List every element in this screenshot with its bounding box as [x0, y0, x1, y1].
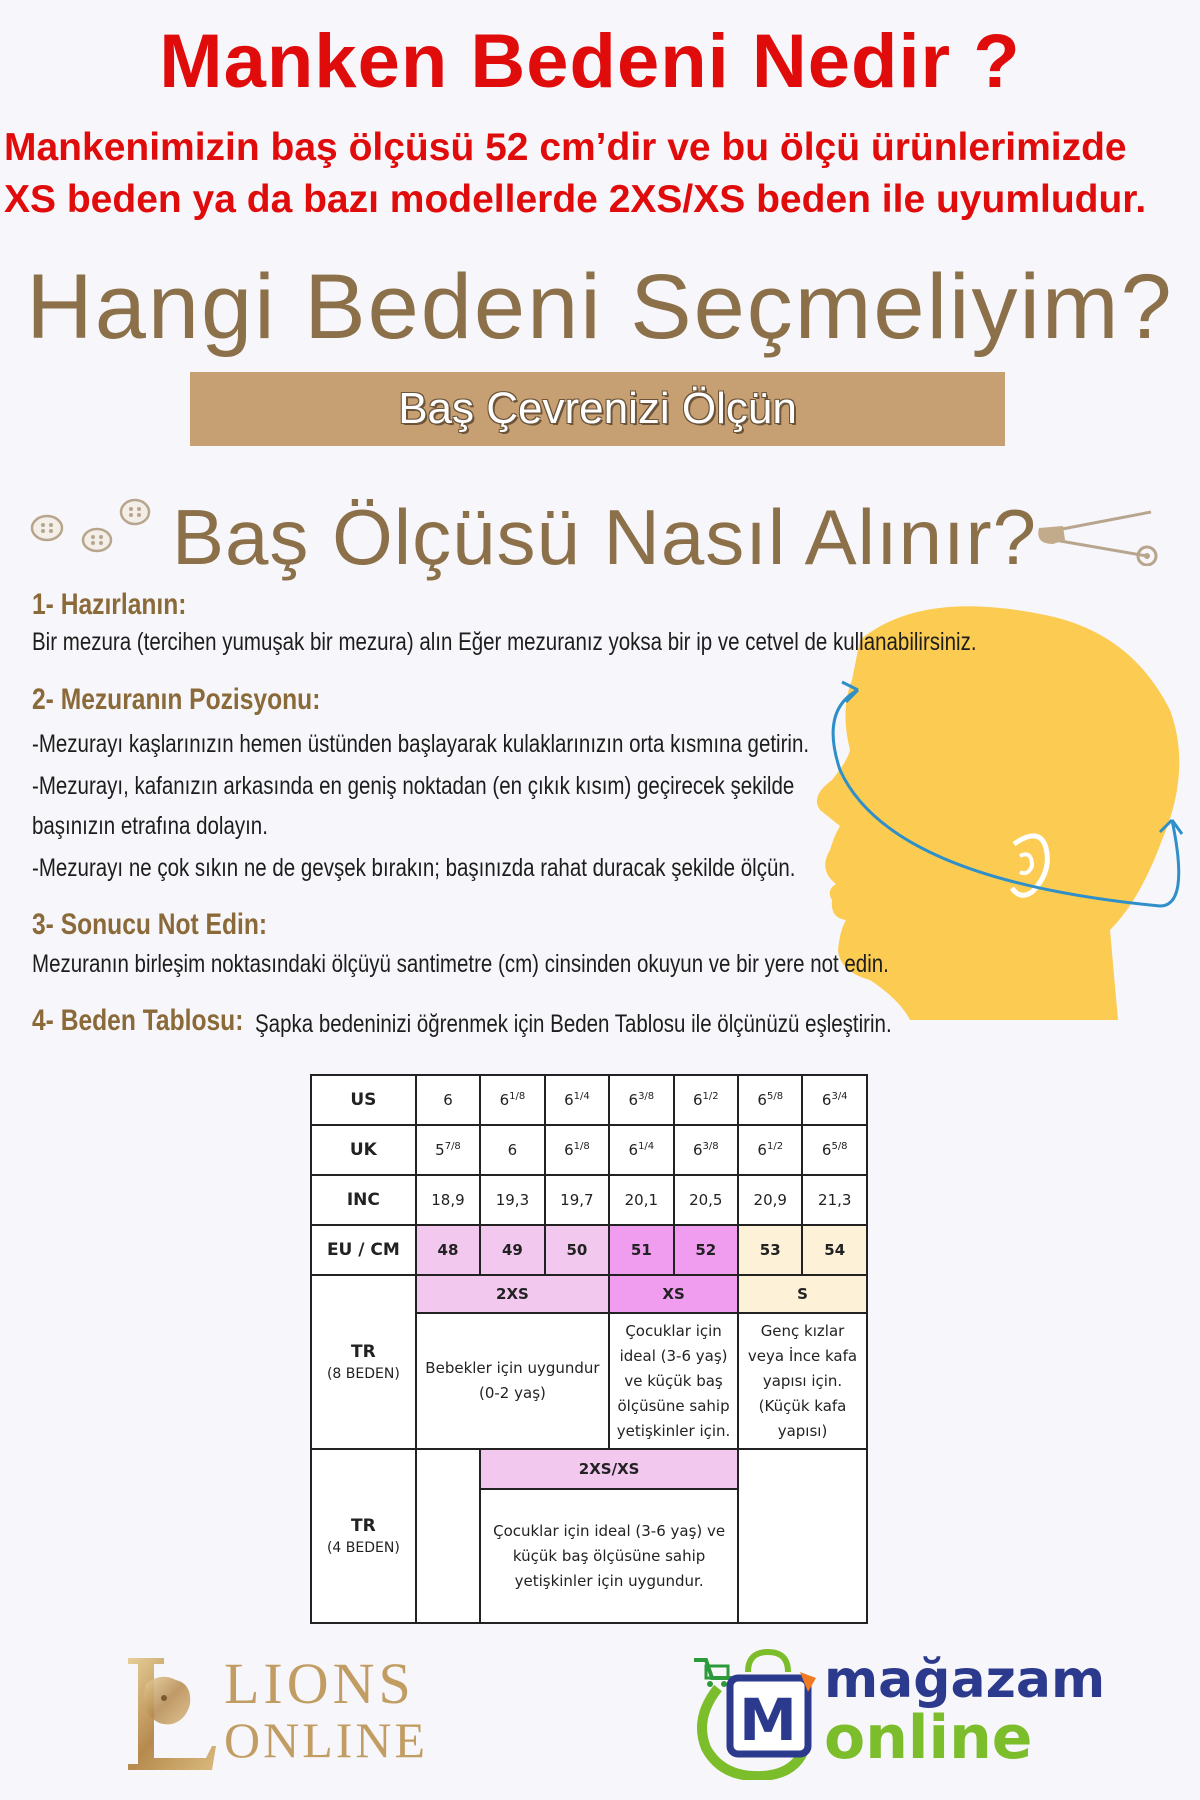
tr4-size-row [311, 1449, 867, 1489]
size-xs: XS [609, 1275, 738, 1313]
lions-wordmark: LIONS [224, 1651, 415, 1716]
uk-cell: $6^{1/4}$ [609, 1125, 673, 1175]
eu-cell: 48 [416, 1225, 480, 1275]
step-1-title: 1- Hazırlanın: [32, 588, 187, 621]
lions-online-logo [120, 1651, 460, 1774]
tr4-empty-cell [416, 1449, 480, 1623]
us-cell: $6^{1/8}$ [480, 1075, 544, 1125]
eu-cell: 51 [609, 1225, 673, 1275]
us-cell: $6^{3/4}$ [802, 1075, 867, 1125]
step-2-line-1: -Mezurayı kaşlarınızın hemen üstünden başlayarak kulaklarınızın orta kısmına getirin. [32, 730, 810, 758]
measure-band: Baş Çevrenizi Ölçün [190, 372, 1005, 446]
inc-cell: 20,9 [738, 1175, 802, 1225]
inc-cell: 20,5 [674, 1175, 738, 1225]
inc-cell: 19,7 [545, 1175, 609, 1225]
size-s: S [738, 1275, 867, 1313]
us-cell: 6 [416, 1075, 480, 1125]
eu-row [311, 1225, 867, 1275]
tr8-size-row [311, 1275, 867, 1313]
tr4-label: TR (4 BEDEN) [311, 1449, 416, 1623]
step-2-line-2: -Mezurayı, kafanızın arkasında en geniş noktadan (en çıkık kısım) geçirecek şekilde [32, 772, 795, 800]
intro-line-2: XS beden ya da bazı modellerde 2XS/XS beden ile uyumludur. [4, 178, 1147, 221]
uk-cell: $6^{1/2}$ [738, 1125, 802, 1175]
inc-cell: 18,9 [416, 1175, 480, 1225]
us-cell: $6^{1/4}$ [545, 1075, 609, 1125]
inc-cell: 19,3 [480, 1175, 544, 1225]
eu-label: EU / CM [311, 1225, 416, 1275]
inc-cell: 21,3 [802, 1175, 867, 1225]
uk-label: UK [311, 1125, 416, 1175]
step-2-title: 2- Mezuranın Pozisyonu: [32, 683, 321, 716]
safety-pin-icon [1035, 504, 1165, 566]
step-3-title: 3- Sonucu Not Edin: [32, 908, 268, 941]
size-question-heading: Hangi Bedeni Seçmeliyim? [26, 256, 1174, 358]
buttons-icon [28, 494, 153, 556]
uk-cell: 6 [480, 1125, 544, 1175]
step-3-text: Mezuranın birleşim noktasındaki ölçüyü santimetre (cm) cinsinden okuyun ve bir yere not edin. [32, 950, 889, 978]
step-1-text: Bir mezura (tercihen yumuşak bir mezura) alın Eğer mezuranız yoksa bir ip ve cetvel de kullanabilirsiniz. [32, 628, 977, 656]
how-to-measure-heading: Baş Ölçüsü Nasıl Alınır? [172, 493, 1038, 581]
eu-cell: 52 [674, 1225, 738, 1275]
us-cell: $6^{3/8}$ [609, 1075, 673, 1125]
eu-cell: 54 [802, 1225, 867, 1275]
online-wordmark: online [824, 1703, 1033, 1773]
inc-label: INC [311, 1175, 416, 1225]
eu-cell: 49 [480, 1225, 544, 1275]
magazam-online-logo [688, 1648, 1106, 1780]
step-2-line-3: başınızın etrafına dolayın. [32, 812, 268, 840]
size-2xs-xs-description: Çocuklar için ideal (3-6 yaş) ve küçük baş ölçüsüne sahip yetişkinler için uygundur. [480, 1489, 738, 1623]
step-2-line-4: -Mezurayı ne çok sıkın ne de gevşek bırakın; başınızda rahat duracak şekilde ölçün. [32, 854, 796, 882]
size-table [310, 1074, 868, 1624]
eu-cell: 50 [545, 1225, 609, 1275]
tr4-empty-cell [738, 1449, 867, 1623]
eu-cell: 53 [738, 1225, 802, 1275]
uk-cell: $6^{5/8}$ [802, 1125, 867, 1175]
step-4-title: 4- Beden Tablosu: [32, 1004, 244, 1037]
inc-cell: 20,1 [609, 1175, 673, 1225]
size-2xs-xs: 2XS/XS [480, 1449, 738, 1489]
tr8-label: TR (8 BEDEN) [311, 1275, 416, 1449]
svg-text:M: M [739, 1686, 797, 1754]
size-xs-description: Çocuklar için ideal (3-6 yaş) ve küçük baş ölçüsüne sahip yetişkinler için. [609, 1313, 738, 1449]
uk-cell: $5^{7/8}$ [416, 1125, 480, 1175]
step-4-text: Şapka bedeninizi öğrenmek için Beden Tablosu ile ölçünüzü eşleştirin. [255, 1010, 892, 1038]
inc-row [311, 1175, 867, 1225]
uk-cell: $6^{3/8}$ [674, 1125, 738, 1175]
intro-line-1: Mankenimizin baş ölçüsü 52 cm’dir ve bu ölçü ürünlerimizde [4, 126, 1127, 169]
size-s-description: Genç kızlar veya İnce kafa yapısı için. (Küçük kafa yapısı) [738, 1313, 867, 1449]
uk-cell: $6^{1/8}$ [545, 1125, 609, 1175]
us-row [311, 1075, 867, 1125]
us-cell: $6^{5/8}$ [738, 1075, 802, 1125]
page-title: Manken Bedeni Nedir ? [159, 19, 1021, 104]
us-label: US [311, 1075, 416, 1125]
size-2xs-description: Bebekler için uygundur (0-2 yaş) [416, 1313, 609, 1449]
uk-row [311, 1125, 867, 1175]
size-2xs: 2XS [416, 1275, 609, 1313]
lion-monogram-icon [120, 1654, 220, 1774]
shopping-bag-icon [688, 1648, 826, 1780]
magazam-wordmark: mağazam [824, 1650, 1106, 1710]
us-cell: $6^{1/2}$ [674, 1075, 738, 1125]
online-wordmark: ONLINE [224, 1712, 429, 1768]
